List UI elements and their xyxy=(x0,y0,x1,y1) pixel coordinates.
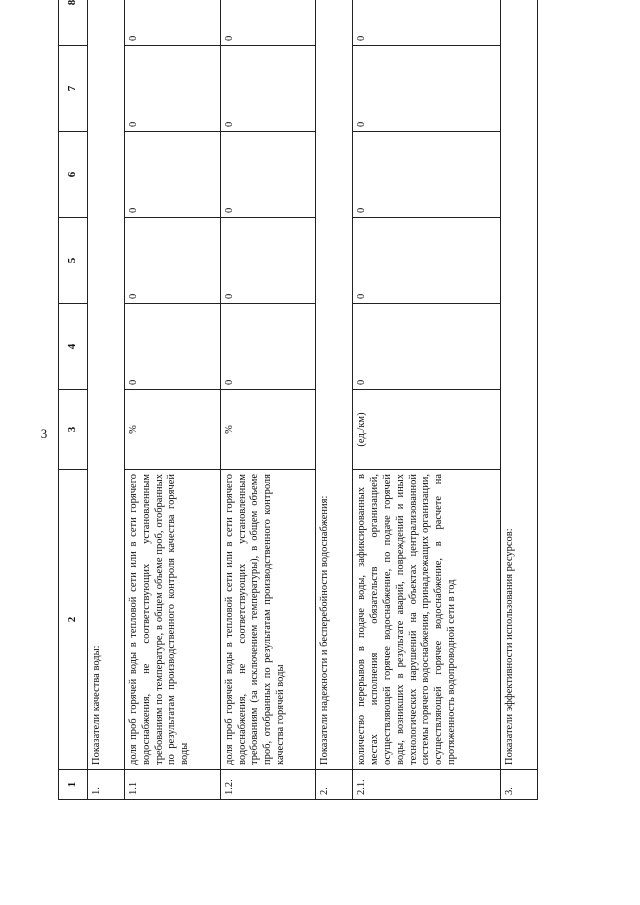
table-row xyxy=(220,0,316,800)
table-row xyxy=(125,0,221,800)
row-value: 0 xyxy=(125,0,221,46)
row-number: 1.2. xyxy=(220,770,316,800)
table-row xyxy=(353,0,501,800)
row-value: 0 xyxy=(125,46,221,132)
row-unit: (ед./км) xyxy=(353,390,501,470)
header-cell: 5 xyxy=(59,218,88,304)
row-number: 2.1. xyxy=(353,770,501,800)
section-row xyxy=(316,0,353,800)
row-value: 0 xyxy=(220,0,316,46)
section-row xyxy=(88,0,125,800)
header-cell: 4 xyxy=(59,304,88,390)
row-value: 0 xyxy=(220,218,316,304)
page-number: 3 xyxy=(40,426,48,441)
header-cell: 8 xyxy=(59,0,88,46)
indicators-table xyxy=(58,0,538,800)
row-value: 0 xyxy=(353,0,501,46)
row-unit: % xyxy=(220,390,316,470)
row-value: 0 xyxy=(220,46,316,132)
header-cell: 1 xyxy=(59,770,88,800)
section-row xyxy=(501,0,538,800)
row-description: количество перерывов в подаче воды, зафиксированных в местах исполнения обязательств организацией, осуществляющей горячее водоснабжение, по подаче горячей воды, возникших в результате аварий, повреждений и иных технологических нарушений на объектах централизованной системы горячего водоснабжения, принадлежащих организации, осуществляющей горячее водоснабжение, в расчете на протяженность водопроводной сети в год xyxy=(353,470,501,770)
header-cell: 3 xyxy=(59,390,88,470)
header-cell: 2 xyxy=(59,470,88,770)
row-description: доля проб горячей воды в тепловой сети или в сети горячего водоснабжения, не соответствующих установленным требованиям (за исключением температуры), в общем объеме проб, отобранных по результатам производственного контроля качества горячей воды xyxy=(220,470,316,770)
row-value: 0 xyxy=(353,132,501,218)
section-number: 2. xyxy=(316,770,353,800)
row-value: 0 xyxy=(220,304,316,390)
header-cell: 7 xyxy=(59,46,88,132)
row-description: доля проб горячей воды в тепловой сети или в сети горячего водоснабжения, не соответствующих установленным требованиям по температуре, в общем объеме проб, отобранных по результатам производственного контроля качества горячей воды xyxy=(125,470,221,770)
section-title: Показатели надежности и бесперебойности водоснабжения: xyxy=(316,0,353,770)
section-title: Показатели эффективности использования ресурсов: xyxy=(501,0,538,770)
header-row xyxy=(59,0,88,800)
section-number: 3. xyxy=(501,770,538,800)
row-value: 0 xyxy=(353,218,501,304)
row-value: 0 xyxy=(125,132,221,218)
row-value: 0 xyxy=(125,218,221,304)
row-value: 0 xyxy=(125,304,221,390)
section-title: Показатели качества воды: xyxy=(88,0,125,770)
row-number: 1.1 xyxy=(125,770,221,800)
row-value: 0 xyxy=(220,132,316,218)
header-cell: 6 xyxy=(59,132,88,218)
section-number: 1. xyxy=(88,770,125,800)
row-value: 0 xyxy=(353,46,501,132)
row-unit: % xyxy=(125,390,221,470)
row-value: 0 xyxy=(353,304,501,390)
rotated-table-container xyxy=(58,0,538,800)
